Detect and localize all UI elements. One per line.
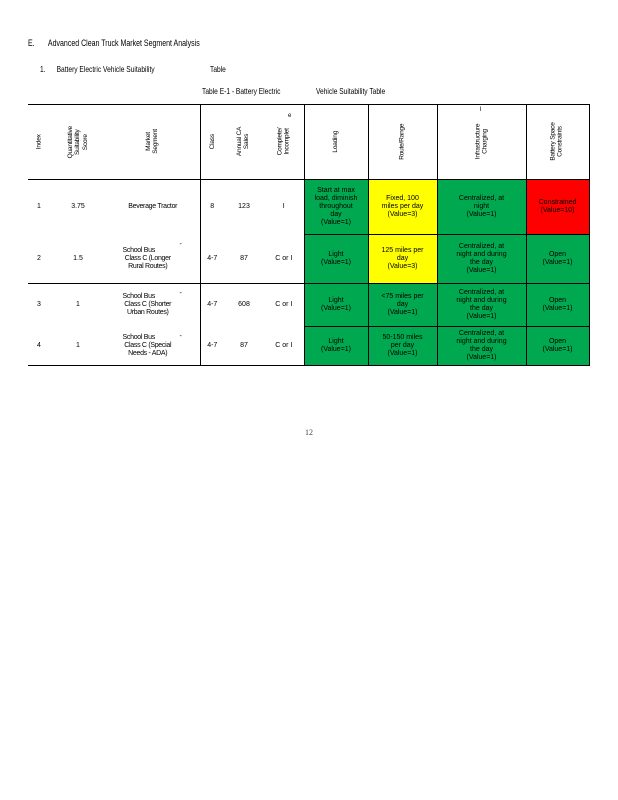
segment-dash: -	[179, 332, 182, 340]
cell-index: 2	[37, 254, 41, 262]
header-sales	[224, 105, 264, 180]
subsection-heading	[40, 64, 155, 74]
cell-text-line: Route/Range	[398, 123, 406, 160]
cell-battery	[526, 284, 589, 327]
cell-text-line: (Value=1)	[466, 313, 497, 321]
cell-text-line: night and during	[456, 337, 507, 345]
cell-text-line: Constraints	[557, 126, 565, 158]
header-complete-mark: e	[288, 113, 292, 119]
cell-text-line: 50-150 miles	[382, 333, 423, 341]
cell-text-line: Annual CA	[236, 127, 244, 157]
cell-text-line: Class C (Special	[124, 341, 172, 349]
cell-text-line: Index	[35, 134, 43, 150]
cell-text-line: Centralized, at	[458, 329, 505, 337]
cell-text-line: Light	[328, 250, 344, 258]
cell-index: 3	[28, 284, 50, 327]
table-row	[28, 180, 589, 235]
cell-text-line: day	[396, 254, 409, 262]
page-number: 12	[305, 428, 313, 437]
cell-class: 4-7	[200, 284, 224, 327]
header-segment	[106, 105, 200, 180]
header-index	[28, 105, 50, 180]
cell-text-line: Class C (Longer	[124, 254, 171, 262]
cell-text-line: Beverage Tractor	[128, 203, 178, 211]
cell-route	[368, 327, 437, 366]
cell-complete: C or I	[264, 235, 304, 284]
cell-text-line: (Value=1)	[320, 305, 352, 312]
cell-text-line: Charging	[481, 129, 489, 155]
cell-score: 1	[50, 284, 106, 327]
cell-infra	[437, 284, 526, 327]
cell-text-line: night and during	[456, 296, 507, 304]
cell-text-line: (Value=1)	[320, 219, 352, 227]
cell-segment	[106, 235, 200, 284]
cell-complete: C or I	[264, 327, 304, 366]
cell-text-line: (Value=3)	[387, 211, 418, 219]
cell-segment	[106, 180, 200, 235]
cell-text-line: Sales	[244, 134, 251, 150]
section-title: Advanced Clean Truck Market Segment Analysis	[47, 38, 200, 48]
cell-score: 3.75	[71, 203, 85, 211]
header-infra	[437, 105, 526, 180]
cell-text-line: <75 miles per	[381, 292, 424, 300]
cell-complete: C or I	[264, 284, 304, 327]
cell-text-line: (Value=1)	[542, 346, 573, 353]
cell-text-line: (Value=1)	[387, 309, 418, 317]
cell-text-line: (Value=1)	[387, 350, 418, 358]
cell-text-line: night and during	[456, 250, 507, 258]
cell-text-line: Market	[145, 132, 153, 152]
cell-text-line: throughout	[319, 202, 353, 210]
header-score	[50, 105, 106, 180]
cell-loading	[304, 327, 368, 366]
cell-text-line: Open	[548, 337, 567, 345]
cell-text-line: (Value=1)	[320, 259, 352, 266]
cell-text-line: Rural Routes)	[128, 262, 168, 270]
cell-segment	[106, 284, 200, 327]
cell-route	[368, 235, 437, 284]
cell-text-line: night	[473, 202, 490, 210]
cell-text-line: day	[396, 300, 409, 308]
cell-text-line: (Value=1)	[466, 211, 497, 219]
cell-battery	[526, 180, 589, 235]
cell-route	[368, 284, 437, 327]
cell-loading	[304, 180, 368, 235]
header-infra-mark: I	[479, 107, 482, 113]
cell-text-line: Infrastructure	[474, 123, 482, 160]
cell-text-line: Urban Routes)	[126, 309, 169, 317]
cell-text-line: Centralized, at	[458, 242, 505, 250]
cell-text-line: (Value=10)	[540, 207, 575, 214]
cell-text-line: Start at max	[317, 186, 355, 194]
cell-loading	[304, 284, 368, 327]
subsection-number: 1.	[40, 64, 46, 74]
cell-sales: 123	[238, 203, 250, 211]
suitability-table	[28, 104, 590, 366]
cell-infra	[437, 327, 526, 366]
header-loading	[304, 105, 368, 180]
table-row	[28, 327, 589, 366]
cell-sales: 608	[224, 284, 264, 327]
cell-infra	[437, 235, 526, 284]
cell-text-line: (Value=1)	[320, 346, 352, 353]
cell-text-line: Fixed, 100	[386, 194, 419, 202]
table-caption: Table E-1 - Battery Electric	[202, 86, 281, 96]
cell-text-line: per day	[390, 341, 415, 349]
cell-class: 4-7	[207, 254, 218, 262]
cell-text-line: (Value=1)	[466, 354, 497, 362]
cell-text-line: Complete/	[276, 127, 284, 156]
cell-battery	[526, 235, 589, 284]
cell-sales: 87	[224, 327, 264, 366]
cell-score: 1	[50, 327, 106, 366]
cell-index: 4	[28, 327, 50, 366]
header-route	[368, 105, 437, 180]
cell-class: 4-7	[200, 327, 224, 366]
cell-text-line: Open	[548, 296, 567, 304]
cell-text-line: Light	[328, 337, 344, 345]
cell-sales: 87	[240, 254, 248, 262]
section-letter: E.	[28, 38, 35, 48]
cell-text-line: Score	[81, 133, 89, 150]
cell-segment	[106, 327, 200, 366]
cell-text-line: Needs - ADA)	[128, 349, 168, 357]
cell-infra	[437, 180, 526, 235]
cell-text-line: Centralized, at	[458, 288, 505, 296]
table-header-row	[28, 105, 589, 180]
cell-text-line: Segment	[152, 129, 160, 155]
subsection-title: Battery Electric Vehicle Suitability	[56, 64, 155, 74]
cell-text-line: the day	[470, 346, 493, 353]
section-heading	[28, 38, 200, 48]
cell-text-line: miles per day	[381, 202, 424, 210]
header-class	[200, 105, 224, 180]
segment-dash: -	[179, 240, 182, 248]
cell-text-line: Light	[328, 296, 344, 304]
cell-text-line: Loading	[332, 130, 340, 153]
segment-dash: -	[179, 290, 182, 297]
cell-complete: I	[264, 180, 304, 235]
cell-text-line: (Value=1)	[542, 305, 573, 312]
cell-text-line: (Value=3)	[387, 263, 418, 271]
table-row	[28, 235, 589, 284]
cell-score: 1.5	[73, 254, 83, 262]
table-word: Table	[210, 64, 226, 74]
cell-text-line: Quantitative	[66, 125, 74, 158]
cell-battery	[526, 327, 589, 366]
cell-text-line: the day	[470, 305, 493, 312]
table-caption-continued: Vehicle Suitability Table	[316, 86, 386, 96]
cell-text-line: School Bus	[122, 246, 155, 254]
cell-text-line: load, diminish	[314, 194, 358, 202]
cell-text-line: Class	[208, 134, 216, 150]
cell-text-line: Centralized, at	[458, 194, 505, 202]
cell-text-line: day	[330, 211, 342, 219]
cell-class: 8	[210, 203, 215, 211]
table-row	[28, 284, 589, 327]
cell-route	[368, 180, 437, 235]
header-complete	[264, 105, 304, 180]
cell-index: 1	[37, 203, 41, 211]
cell-text-line: Class C (Shorter	[124, 301, 172, 309]
cell-text-line: Constrained	[538, 198, 577, 206]
cell-text-line: 125 miles per	[381, 246, 424, 254]
header-battery	[526, 105, 589, 180]
cell-text-line: the day	[470, 259, 493, 266]
cell-text-line: Incomplet	[283, 128, 291, 155]
cell-text-line: (Value=1)	[466, 267, 497, 275]
cell-text-line: (Value=1)	[542, 259, 573, 266]
cell-loading	[304, 235, 368, 284]
cell-text-line: Suitability	[74, 128, 82, 155]
cell-text-line: School Bus	[122, 293, 155, 301]
cell-text-line: Open	[548, 250, 567, 258]
cell-text-line: Battery Space	[550, 122, 558, 161]
cell-text-line: School Bus	[122, 333, 155, 341]
